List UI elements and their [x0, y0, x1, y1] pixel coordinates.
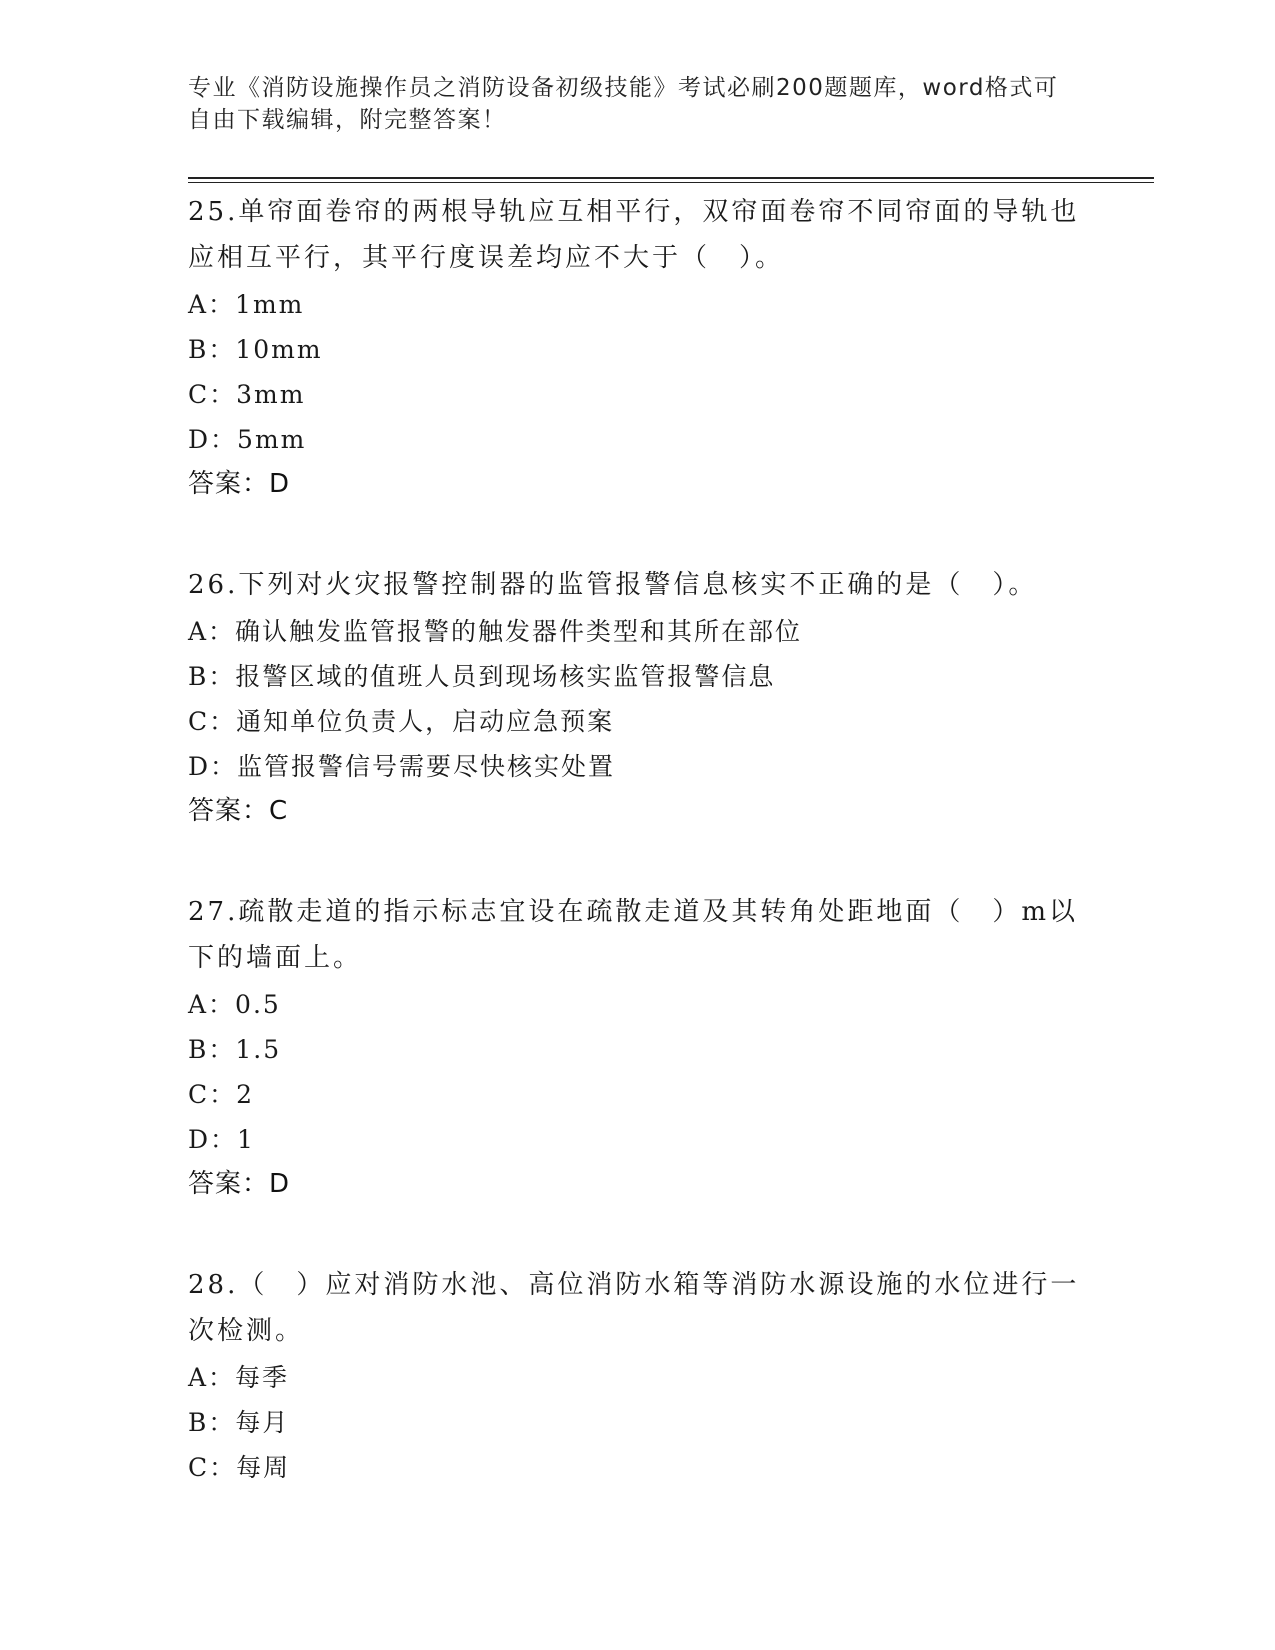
header-divider-thick: [188, 177, 1154, 179]
option-c: C：3mm: [188, 380, 306, 409]
question-stem-line: 应相互平行，其平行度误差均应不大于（ ）。: [188, 243, 785, 273]
header-line-1: 专业《消防设施操作员之消防设备初级技能》考试必刷200题题库，word格式可: [188, 75, 1059, 101]
question-stem-line: 25.单帘面卷帘的两根导轨应互相平行，双帘面卷帘不同帘面的导轨也: [188, 197, 1080, 227]
option-a: A：0.5: [188, 990, 281, 1019]
document-header: [188, 72, 1068, 136]
option-d: D：监管报警信号需要尽快核实处置: [188, 752, 616, 781]
question-26: [188, 563, 1088, 834]
question-27: [188, 890, 1088, 1207]
question-stem-line: 28.（ ）应对消防水池、高位消防水箱等消防水源设施的水位进行一: [188, 1270, 1080, 1300]
option-b: B：1.5: [188, 1035, 282, 1064]
option-c: C：每周: [188, 1453, 291, 1482]
question-stem-line: 26.下列对火灾报警控制器的监管报警信息核实不正确的是（ ）。: [188, 570, 1038, 600]
option-d: D：1: [188, 1125, 255, 1154]
header-divider-thin: [188, 182, 1154, 183]
option-b: B：10mm: [188, 335, 323, 364]
answer: 答案：D: [188, 469, 291, 499]
answer: 答案：C: [188, 796, 289, 826]
question-28: [188, 1263, 1088, 1490]
option-c: C：2: [188, 1080, 255, 1109]
option-b: B：报警区域的值班人员到现场核实监管报警信息: [188, 662, 776, 691]
question-stem-line: 下的墙面上。: [188, 943, 363, 973]
option-a: A：确认触发监管报警的触发器件类型和其所在部位: [188, 617, 803, 646]
header-line-2: 自由下载编辑，附完整答案！: [188, 107, 507, 133]
option-a: A：1mm: [188, 290, 305, 319]
option-c: C：通知单位负责人，启动应急预案: [188, 707, 615, 736]
option-b: B：每月: [188, 1408, 290, 1437]
question-stem-line: 次检测。: [188, 1316, 305, 1346]
question-list: [188, 190, 1088, 1546]
option-a: A：每季: [188, 1363, 290, 1392]
question-25: [188, 190, 1088, 507]
option-d: D：5mm: [188, 425, 307, 454]
question-stem-line: 27.疏散走道的指示标志宜设在疏散走道及其转角处距地面（ ）m以: [188, 897, 1079, 927]
answer: 答案：D: [188, 1169, 291, 1199]
